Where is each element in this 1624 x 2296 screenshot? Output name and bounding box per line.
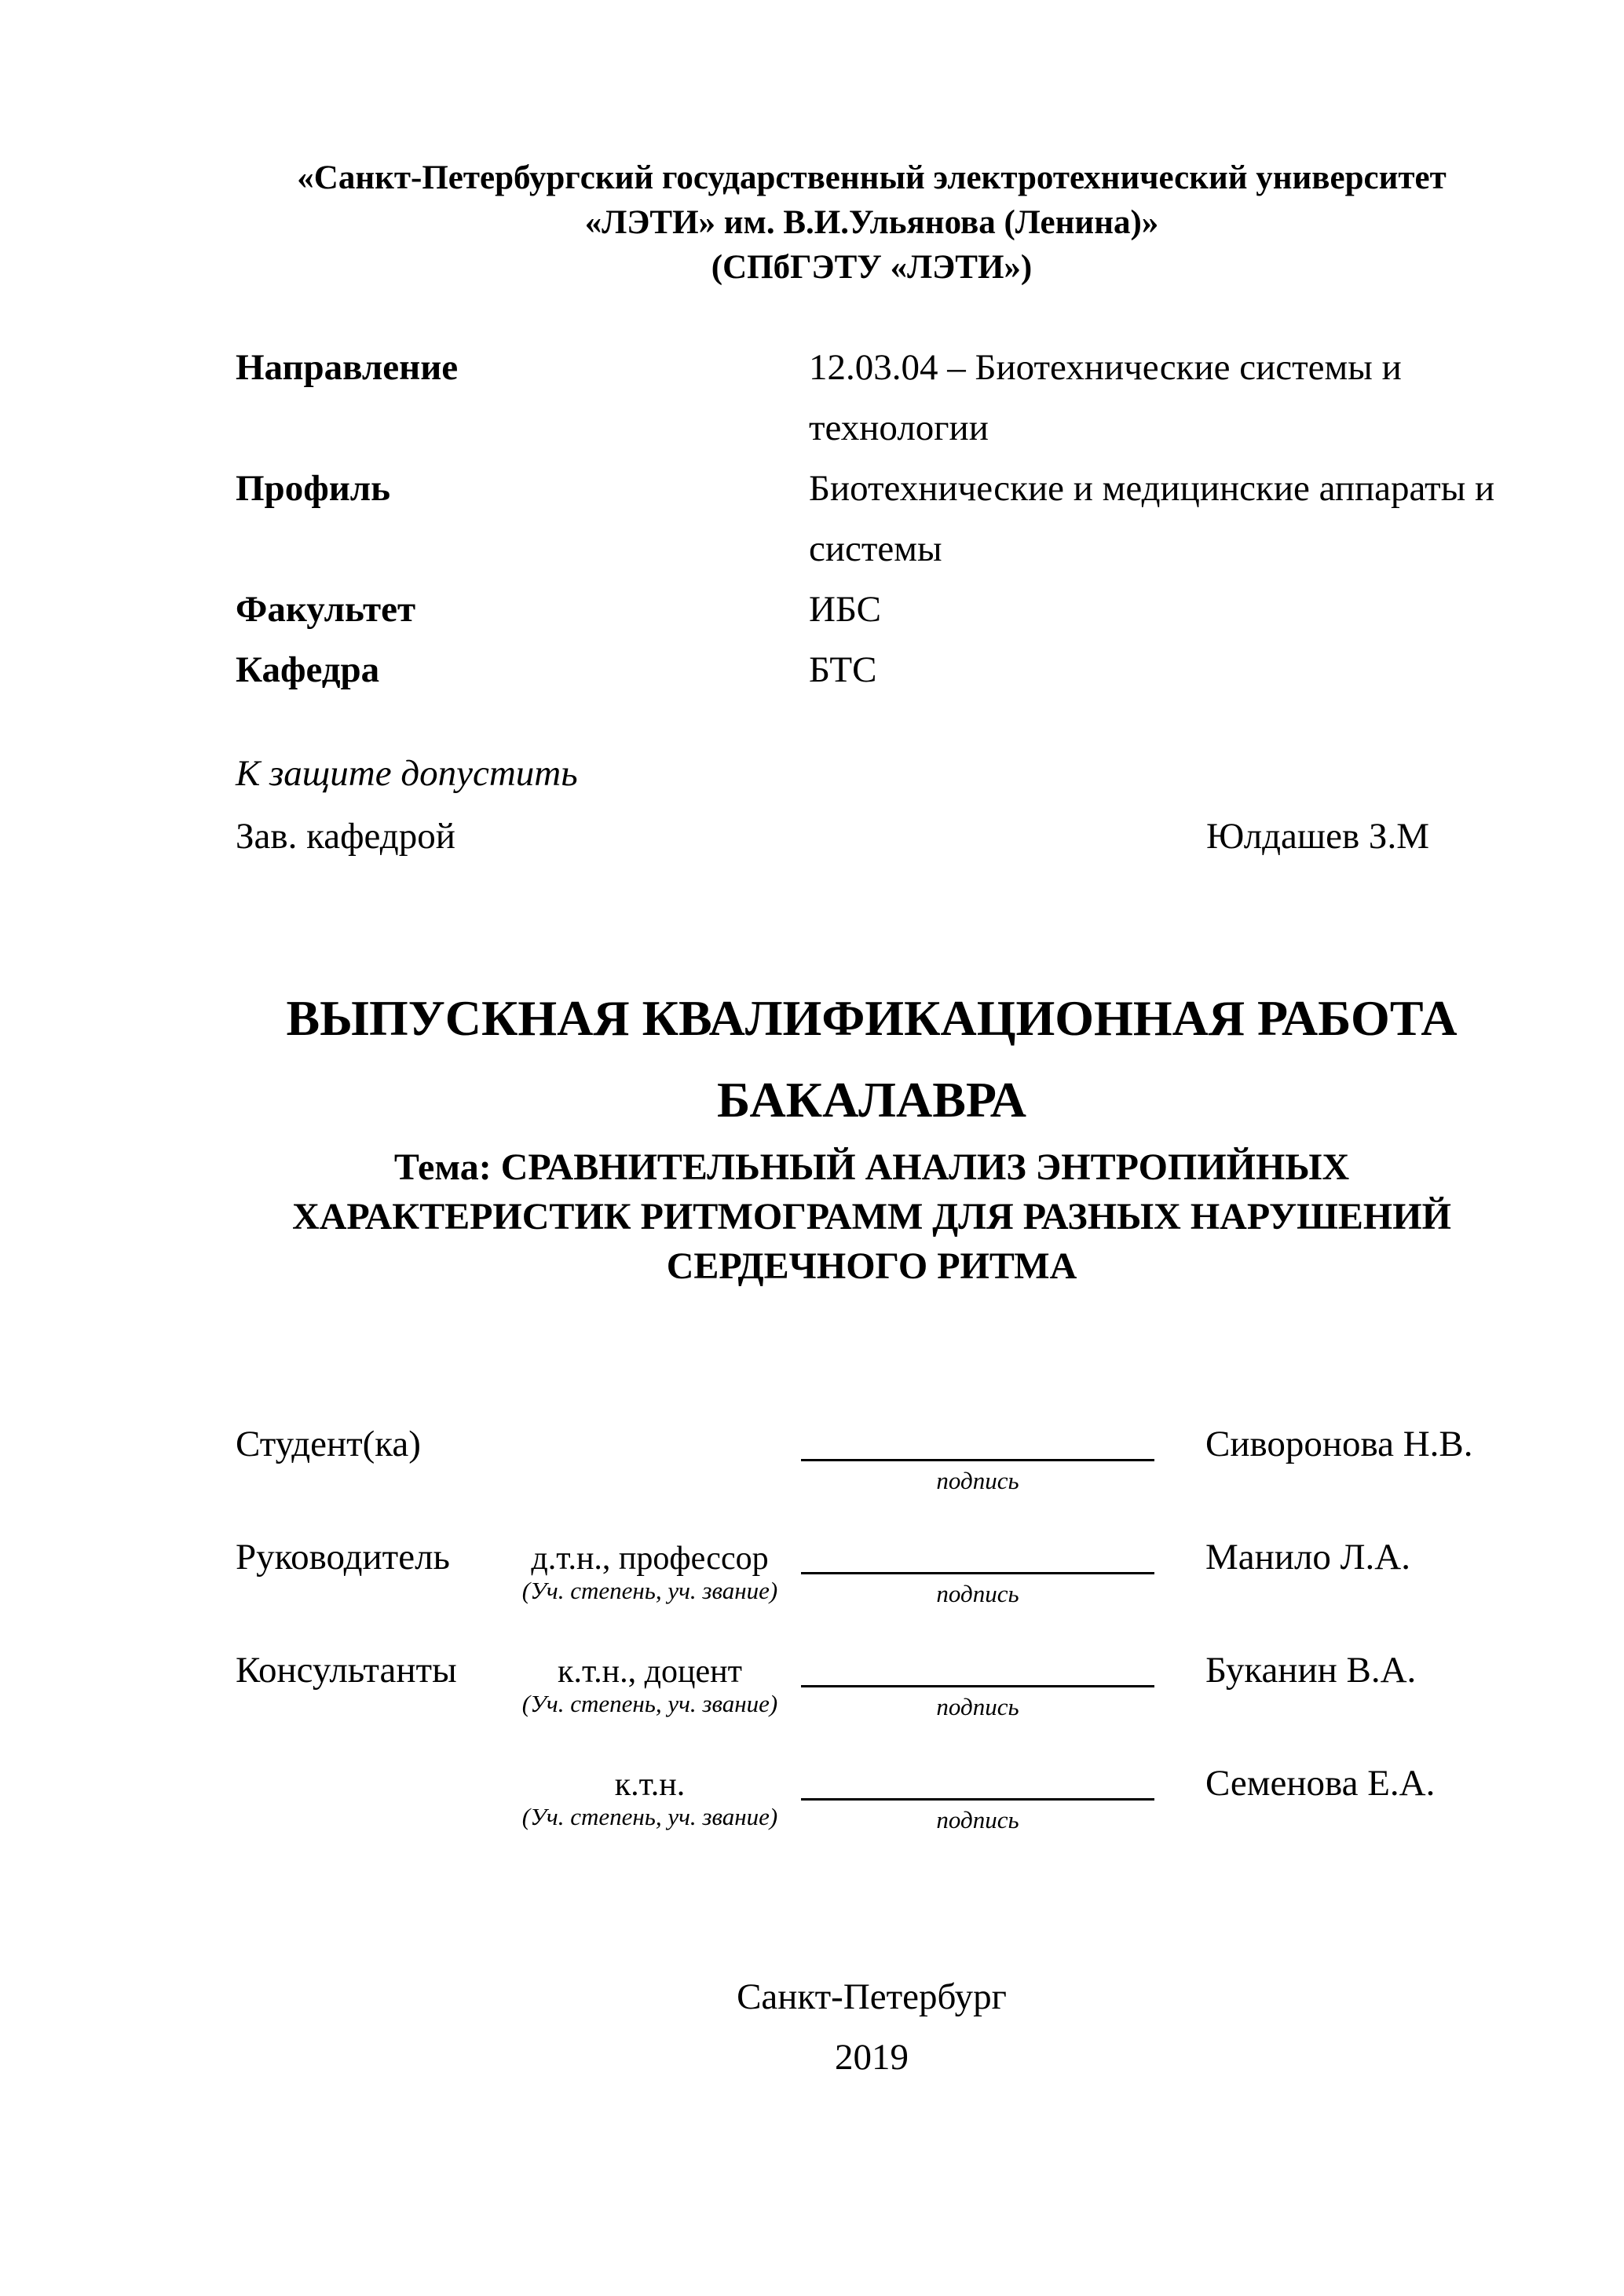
university-header: [236, 155, 1508, 290]
supervisor-signature-caption: подпись: [936, 1580, 1019, 1607]
supervisor-role-label: Руководитель: [236, 1537, 450, 1578]
university-abbreviation: (СПбГЭТУ «ЛЭТИ»): [711, 249, 1033, 286]
work-title-line2: БАКАЛАВРА: [716, 1072, 1027, 1128]
program-fields: [236, 338, 1508, 700]
faculty-label: Факультет: [236, 589, 416, 630]
department-value: БТС: [809, 649, 877, 690]
defense-permit-line: К защите допустить: [236, 753, 578, 794]
supervisor-signature-cell: [801, 1536, 1154, 1607]
profile-value: Биотехнические и медицинские аппараты и системы: [809, 468, 1495, 569]
supervisor-degree-cell: [499, 1536, 801, 1605]
university-name-line2: «ЛЭТИ» им. В.И.Ульянова (Ленина)»: [584, 204, 1159, 241]
student-role-label: Студент(ка): [236, 1424, 421, 1464]
student-degree-cell: [499, 1423, 801, 1428]
consultant-1-signature-caption: подпись: [936, 1693, 1019, 1720]
department-head-name: Юлдашев З.М: [1206, 816, 1429, 857]
consultant-1-degree-cell: [499, 1649, 801, 1718]
work-theme: [176, 1143, 1567, 1291]
signature-row-supervisor: [236, 1526, 1508, 1640]
signature-row-consultant-1: [236, 1640, 1508, 1753]
work-title: [236, 978, 1508, 1141]
consultant-1-signature-line: [801, 1649, 1154, 1687]
department-head-label: Зав. кафедрой: [236, 816, 455, 857]
student-name: Сиворонова Н.В.: [1205, 1424, 1473, 1464]
footer-year: 2019: [835, 2037, 909, 2078]
consultant-2-degree-text: к.т.н.: [614, 1767, 686, 1803]
faculty-value: ИБС: [809, 589, 881, 630]
consultant-2-degree-caption: (Уч. степень, уч. звание): [521, 1803, 778, 1830]
signatures-block: [236, 1413, 1508, 1866]
field-row-department: [236, 640, 1508, 700]
department-head-row: [236, 805, 1508, 868]
theme-line1: Тема: СРАВНИТЕЛЬНЫЙ АНАЛИЗ ЭНТРОПИЙНЫХ: [393, 1146, 1350, 1188]
footer: [236, 1967, 1508, 2088]
student-signature-caption: подпись: [936, 1467, 1019, 1494]
supervisor-signature-line: [801, 1536, 1154, 1574]
consultant-2-signature-cell: [801, 1762, 1154, 1834]
student-signature-cell: [801, 1423, 1154, 1494]
field-row-direction: [236, 338, 1508, 459]
work-title-line1: ВЫПУСКНАЯ КВАЛИФИКАЦИОННАЯ РАБОТА: [286, 990, 1458, 1046]
supervisor-degree-text: д.т.н., профессор: [531, 1541, 769, 1577]
theme-line3: СЕРДЕЧНОГО РИТМА: [666, 1245, 1077, 1287]
theme-line2: ХАРАКТЕРИСТИК РИТМОГРАММ ДЛЯ РАЗНЫХ НАРУШЕНИЙ: [292, 1196, 1451, 1238]
approval-block: [236, 742, 1508, 868]
department-label: Кафедра: [236, 649, 380, 690]
consultant-1-signature-cell: [801, 1649, 1154, 1720]
consultants-role-label: Консультанты: [236, 1650, 457, 1691]
consultant-2-name: Семенова Е.А.: [1205, 1763, 1436, 1804]
footer-city: Санкт-Петербург: [737, 1976, 1007, 2017]
field-row-faculty: [236, 579, 1508, 640]
consultant-1-degree-text: к.т.н., доцент: [558, 1654, 742, 1690]
consultant-2-signature-line: [801, 1762, 1154, 1801]
direction-value: 12.03.04 – Биотехнические системы и технологии: [809, 347, 1402, 448]
supervisor-degree-caption: (Уч. степень, уч. звание): [521, 1577, 778, 1604]
direction-label: Направление: [236, 347, 459, 388]
consultant-1-degree-caption: (Уч. степень, уч. звание): [521, 1690, 778, 1717]
consultant-1-name: Буканин В.А.: [1205, 1650, 1417, 1691]
university-name-line1: «Санкт-Петербургский государственный электротехнический университет: [297, 159, 1447, 196]
signature-row-consultant-2: [236, 1753, 1508, 1866]
consultant-2-signature-caption: подпись: [936, 1806, 1019, 1834]
consultant-2-degree-cell: [499, 1762, 801, 1831]
profile-label: Профиль: [236, 468, 391, 509]
field-row-profile: [236, 459, 1508, 579]
student-signature-line: [801, 1423, 1154, 1461]
signature-row-student: [236, 1413, 1508, 1526]
supervisor-name: Манило Л.А.: [1205, 1537, 1410, 1578]
